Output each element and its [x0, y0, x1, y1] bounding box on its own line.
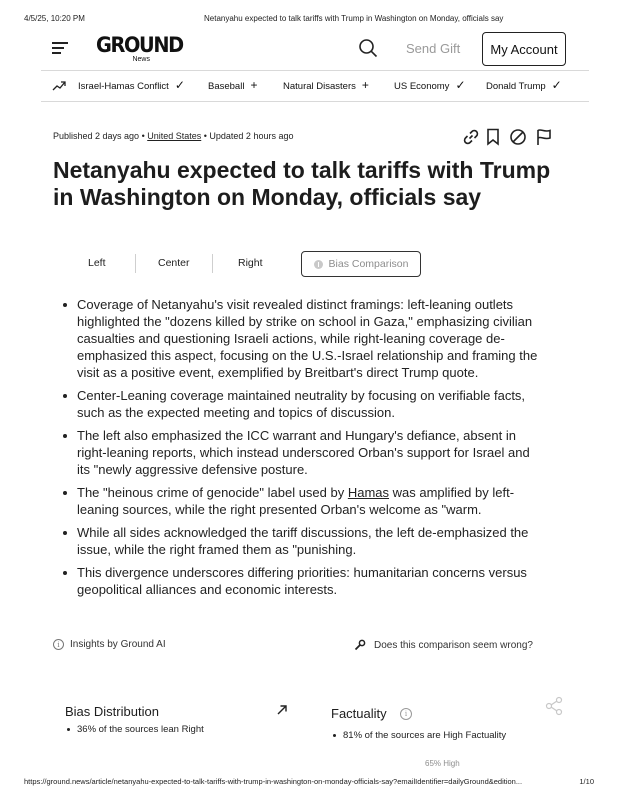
bullet-text: was amplified by left-leaning sources, while the right presented Orban's welcome as "warm.	[77, 485, 515, 517]
print-footer	[24, 777, 594, 789]
tab-right[interactable]: Right	[238, 257, 263, 269]
topic-label: US Economy	[394, 81, 450, 92]
list-item: The left also emphasized the ICC warrant and Hungary's defiance, absent in right-leaning reports, which instead underscored Orban's support for Israel and its "newly aggressive defensive posture.	[63, 427, 541, 478]
list-item: 36% of the sources lean Right	[65, 724, 204, 735]
bias-comparison-icon	[314, 260, 323, 269]
bullet-text: The "heinous crime of genocide" label used by	[77, 485, 348, 500]
tab-divider	[212, 254, 213, 273]
print-timestamp: 4/5/25, 10:20 PM	[24, 14, 85, 23]
bookmark-icon[interactable]	[486, 128, 500, 146]
list-item: 81% of the sources are High Factuality	[331, 730, 506, 741]
list-item: Coverage of Netanyahu's visit revealed distinct framings: left-leaning outlets highlighted the "dozens killed by strike on school in Gaza," emphasizing civilian casualties and questioning Israeli actions, while right-leaning coverage de-emphasized this aspect, focusing on the U.S.-Israel relationship and framing the visit as a positive event, exemplified by Breitbart's direct Trump quote.	[63, 296, 541, 381]
top-bar	[52, 32, 566, 68]
topic-donald-trump[interactable]	[486, 80, 562, 92]
print-header	[24, 14, 594, 26]
topic-label: Israel-Hamas Conflict	[78, 81, 169, 92]
tab-left[interactable]: Left	[88, 257, 106, 269]
print-page-number: 1/10	[579, 777, 594, 786]
topic-israel-hamas-conflict[interactable]	[78, 80, 185, 92]
wrench-icon	[354, 639, 366, 651]
print-page-title: Netanyahu expected to talk tariffs with Trump in Washington on Monday, officials say	[204, 14, 504, 23]
bias-comparison-tab[interactable]	[301, 251, 421, 277]
topic-label: Donald Trump	[486, 81, 546, 92]
hamas-link[interactable]: Hamas	[347, 485, 390, 500]
logo-subtitle: News	[132, 56, 150, 63]
print-url: https://ground.news/article/netanyahu-expected-to-talk-tariffs-with-trump-in-washington-on-monday-officials-say?emailIdentifier=dailyGround&edition...	[24, 777, 523, 786]
tab-center[interactable]: Center	[158, 257, 190, 269]
article-actions	[462, 128, 554, 146]
meta-separator: •	[139, 131, 148, 141]
check-icon[interactable]: ✓	[551, 78, 562, 92]
link-icon[interactable]	[462, 128, 480, 146]
published-time: Published 2 days ago	[53, 131, 140, 141]
list-item: While all sides acknowledged the tariff discussions, the left de-emphasized the issue, while the right framed them as "punishing.	[63, 524, 541, 558]
trending-icon	[52, 80, 66, 92]
plus-icon[interactable]: +	[361, 78, 369, 92]
topic-baseball[interactable]	[208, 80, 257, 92]
info-icon: i	[53, 639, 64, 650]
my-account-button[interactable]: My Account	[482, 32, 566, 66]
factuality-title: Factuality	[331, 706, 387, 721]
logo-wordmark: GROUND	[96, 33, 183, 57]
insights-credit	[53, 639, 166, 650]
nav-divider-top	[41, 70, 589, 71]
location-link[interactable]: United States	[147, 131, 202, 141]
bias-tabs	[53, 251, 423, 277]
insights-label: Insights by Ground AI	[70, 639, 166, 650]
comparison-bullets	[63, 296, 541, 604]
list-item	[63, 484, 541, 518]
topic-natural-disasters[interactable]	[283, 80, 369, 92]
bias-comparison-label: Bias Comparison	[328, 258, 409, 270]
block-icon[interactable]	[509, 128, 527, 146]
tab-divider	[135, 254, 136, 273]
search-icon[interactable]	[358, 38, 378, 58]
article-meta	[53, 131, 293, 141]
list-item: Center-Leaning coverage maintained neutrality by focusing on verifiable facts, such as the expected meeting and topics of discussion.	[63, 387, 541, 421]
share-icon[interactable]	[544, 696, 564, 716]
factuality-list	[331, 730, 506, 741]
check-icon[interactable]: ✓	[455, 78, 466, 92]
info-icon[interactable]: i	[400, 708, 412, 720]
feedback-link[interactable]	[354, 639, 533, 651]
bias-distribution-title: Bias Distribution	[65, 704, 159, 719]
expand-arrow-icon[interactable]	[276, 704, 288, 716]
topic-label: Natural Disasters	[283, 81, 356, 92]
list-item: This divergence underscores differing priorities: humanitarian concerns versus geopolitical alliances and economic interests.	[63, 564, 541, 598]
topic-nav	[52, 78, 578, 96]
meta-separator: •	[201, 131, 210, 141]
bias-distribution-list	[65, 724, 204, 735]
ground-news-logo[interactable]	[96, 33, 183, 68]
send-gift-button[interactable]: Send Gift	[406, 41, 461, 56]
topic-label: Baseball	[208, 81, 245, 92]
check-icon[interactable]: ✓	[174, 78, 185, 92]
factuality-high-label: 65% High	[425, 759, 460, 768]
updated-time: Updated 2 hours ago	[209, 131, 294, 141]
nav-divider-bottom	[41, 101, 589, 102]
hamburger-menu-icon[interactable]	[52, 42, 68, 56]
flag-icon[interactable]	[536, 128, 552, 146]
plus-icon[interactable]: +	[250, 78, 258, 92]
topic-us-economy[interactable]	[394, 80, 466, 92]
article-headline: Netanyahu expected to talk tariffs with Trump in Washington on Monday, officials say	[53, 157, 551, 210]
feedback-label: Does this comparison seem wrong?	[374, 639, 533, 651]
